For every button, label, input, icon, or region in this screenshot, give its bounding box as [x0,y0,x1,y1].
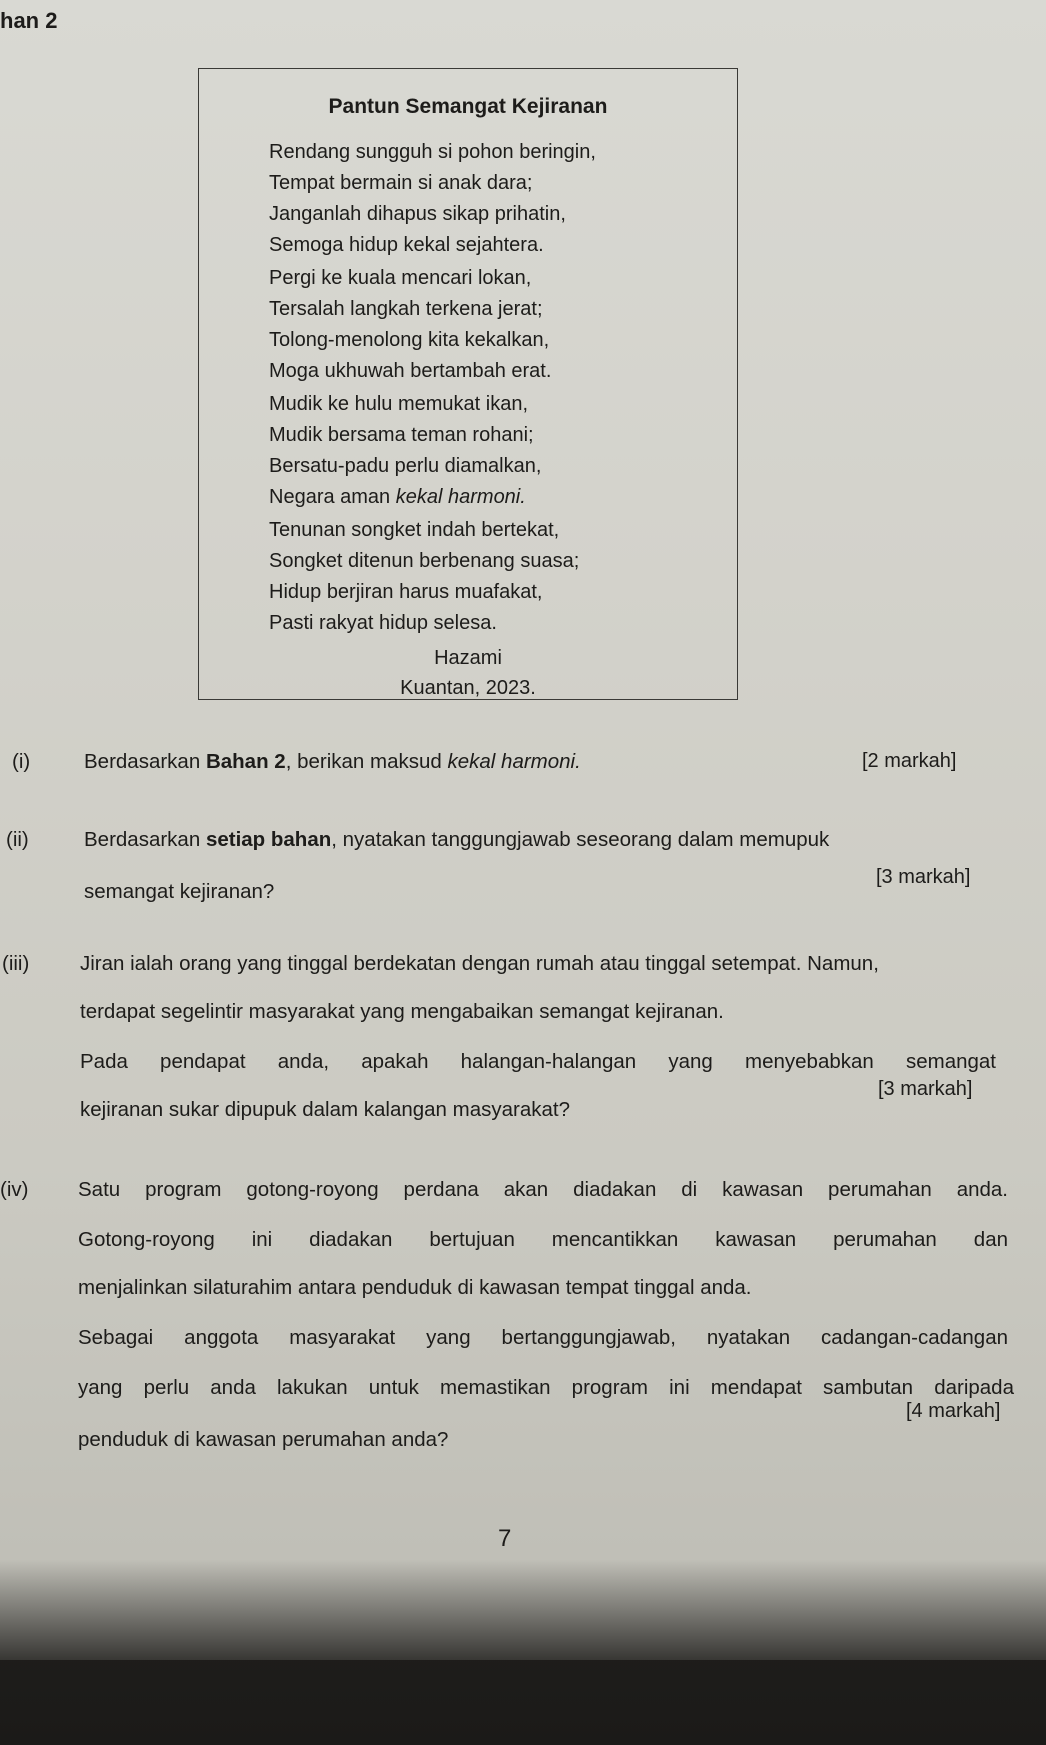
question-number: (iii) [2,952,30,975]
question-text-part: , nyatakan tanggungjawab seseorang dalam memupuk [331,828,830,851]
marks-label: [4 markah] [906,1400,1001,1422]
question-text: Satu program gotong-royong perdana akan diadakan di kawasan perumahan anda. [78,1178,1008,1201]
stanza-3 [269,389,541,513]
question-text: terdapat segelintir masyarakat yang mengabaikan semangat kejiranan. [80,1000,724,1023]
poem-title: Pantun Semangat Kejiranan [328,95,608,118]
stanza-2 [269,263,551,387]
question-text: kejiranan sukar dipupuk dalam kalangan masyarakat? [80,1098,571,1121]
poem-line: Janganlah dihapus sikap prihatin, [269,203,566,225]
marks-label: [3 markah] [876,866,971,888]
marks-label [862,750,956,773]
marks-text: [2 markah] [862,750,957,772]
poem-line: Bersatu-padu perlu diamalkan, [269,455,542,477]
question-number: (i) [12,750,31,773]
question-text-bold: Bahan 2 [205,750,286,773]
poem-line: Tempat bermain si anak dara; [269,172,533,194]
marks-label: [3 markah] [878,1078,973,1100]
poem-line: Tenunan songket indah bertekat, [269,519,560,541]
poem-line: Tolong-menolong kita kekalkan, [269,329,550,351]
question-text [84,828,829,852]
poem-line-text: Negara aman [269,486,396,508]
question-text: Sebagai anggota masyarakat yang bertanggungjawab, nyatakan cadangan-cadangan [78,1326,1008,1349]
poem-line: Songket ditenun berbenang suasa; [269,550,580,572]
question-text: semangat kejiranan? [84,880,275,903]
question-text-part: Berdasarkan [84,828,206,851]
poem-place-year: Kuantan, 2023. [400,677,536,699]
poem-line: Mudik bersama teman rohani; [269,424,534,446]
question-text: Gotong-royong ini diadakan bertujuan mencantikkan kawasan perumahan dan [78,1228,1008,1251]
poem-line: Pergi ke kuala mencari lokan, [269,267,532,289]
question-text: Jiran ialah orang yang tinggal berdekatan dengan rumah atau tinggal setempat. Namun, [80,952,879,975]
question-text: menjalinkan silaturahim antara penduduk di kawasan tempat tinggal anda. [78,1276,752,1299]
poem-line: Hidup berjiran harus muafakat, [269,581,543,603]
question-text-part: Berdasarkan [84,750,206,773]
question-number: (iv) [0,1178,29,1201]
question-text: Pada pendapat anda, apakah halangan-halangan yang menyebabkan semangat [80,1050,996,1073]
poem-box [198,68,738,700]
page-bottom-shadow [0,1560,1046,1745]
poem-line-italic: kekal harmoni. [395,486,526,508]
poem-line: Tersalah langkah terkena jerat; [269,298,543,320]
poem-line: Rendang sungguh si pohon beringin, [269,141,596,163]
poem-line: Moga ukhuwah bertambah erat. [269,360,552,382]
question-text-part: , berikan maksud [285,750,448,773]
poem-line: Mudik ke hulu memukat ikan, [269,393,529,415]
question-text-italic: kekal harmoni. [447,750,581,773]
stanza-1 [269,137,596,261]
poem-line [269,482,541,513]
question-text: penduduk di kawasan perumahan anda? [78,1428,449,1451]
page-number: 7 [498,1525,512,1552]
question-number: (ii) [6,828,29,851]
poem-author: Hazami [434,647,502,669]
question-text [84,750,581,774]
question-text-bold: setiap bahan [205,828,332,851]
question-text: yang perlu anda lakukan untuk memastikan program ini mendapat sambutan daripada [78,1376,1014,1399]
section-header: han 2 [0,8,58,33]
stanza-4 [269,515,579,639]
poem-line: Semoga hidup kekal sejahtera. [269,234,544,256]
poem-line: Pasti rakyat hidup selesa. [269,612,497,634]
